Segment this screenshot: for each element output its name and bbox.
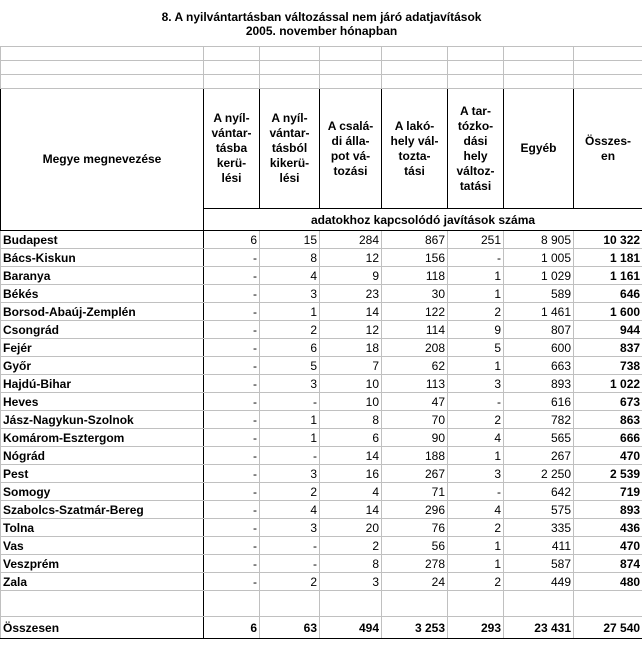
value-cell: - [204, 375, 260, 393]
value-cell: 1 [260, 303, 320, 321]
value-cell: 6 [204, 231, 260, 249]
total-cell: 673 [574, 393, 642, 411]
value-cell: 8 905 [504, 231, 574, 249]
value-cell: - [204, 555, 260, 573]
total-cell: 436 [574, 519, 642, 537]
value-cell: 782 [504, 411, 574, 429]
county-name: Békés [1, 285, 204, 303]
total-cell: 646 [574, 285, 642, 303]
value-cell: 62 [382, 357, 448, 375]
total-cell: 470 [574, 537, 642, 555]
county-name: Tolna [1, 519, 204, 537]
header-col-7: Összes- en [574, 89, 642, 209]
table-row [1, 429, 642, 447]
value-cell: - [204, 393, 260, 411]
value-cell: 267 [504, 447, 574, 465]
value-cell: 7 [320, 357, 382, 375]
value-cell: 1 [448, 357, 504, 375]
value-cell: - [204, 537, 260, 555]
header-col-5: A tar- tózko- dási hely változ- tatási [448, 89, 504, 209]
value-cell: 23 [320, 285, 382, 303]
value-cell: - [448, 393, 504, 411]
value-cell: 589 [504, 285, 574, 303]
table-row [1, 537, 642, 555]
blank-row [1, 591, 642, 617]
value-cell: 90 [382, 429, 448, 447]
total-cell: 10 322 [574, 231, 642, 249]
table-row [1, 285, 642, 303]
value-cell: 14 [320, 501, 382, 519]
table-row [1, 411, 642, 429]
value-cell: 867 [382, 231, 448, 249]
value-cell: 6 [320, 429, 382, 447]
value-cell: - [204, 285, 260, 303]
table-row [1, 303, 642, 321]
county-name: Nógrád [1, 447, 204, 465]
value-cell: 2 [320, 537, 382, 555]
value-cell: 449 [504, 573, 574, 591]
county-name: Pest [1, 465, 204, 483]
total-cell: 1 600 [574, 303, 642, 321]
value-cell: - [204, 357, 260, 375]
value-cell: 3 [448, 375, 504, 393]
county-name: Fejér [1, 339, 204, 357]
value-cell: 4 [448, 501, 504, 519]
table-row [1, 447, 642, 465]
value-cell: - [204, 573, 260, 591]
value-cell: 1 029 [504, 267, 574, 285]
value-cell: 63 [260, 617, 320, 639]
county-name: Heves [1, 393, 204, 411]
value-cell: - [204, 447, 260, 465]
value-cell: 2 [260, 321, 320, 339]
value-cell: 296 [382, 501, 448, 519]
value-cell: 6 [260, 339, 320, 357]
value-cell: 1 461 [504, 303, 574, 321]
value-cell: - [204, 483, 260, 501]
total-cell: 1 022 [574, 375, 642, 393]
value-cell: - [260, 537, 320, 555]
value-cell: - [448, 249, 504, 267]
value-cell: 5 [448, 339, 504, 357]
value-cell: 2 [448, 519, 504, 537]
value-cell: 1 [448, 285, 504, 303]
title-line-2: 2005. november hónapban [245, 23, 398, 38]
blank-row [1, 61, 642, 75]
value-cell: 587 [504, 555, 574, 573]
value-cell: - [204, 519, 260, 537]
value-cell: 20 [320, 519, 382, 537]
value-cell: 12 [320, 249, 382, 267]
value-cell: - [204, 465, 260, 483]
table-row [1, 465, 642, 483]
value-cell: 15 [260, 231, 320, 249]
value-cell: 1 [448, 267, 504, 285]
blank-row [1, 75, 642, 89]
total-cell: 666 [574, 429, 642, 447]
table-row [1, 231, 642, 249]
value-cell: 284 [320, 231, 382, 249]
header-col-2: A nyíl- vántar- tásból kikerü- lési [260, 89, 320, 209]
total-row [1, 617, 642, 639]
total-cell: 1 181 [574, 249, 642, 267]
value-cell: 2 [448, 411, 504, 429]
value-cell: 267 [382, 465, 448, 483]
header-col-3: A csalá- di álla- pot vá- tozási [320, 89, 382, 209]
value-cell: - [204, 411, 260, 429]
value-cell: - [260, 393, 320, 411]
value-cell: 4 [320, 483, 382, 501]
county-name: Zala [1, 573, 204, 591]
value-cell: 1 [260, 411, 320, 429]
table-row [1, 501, 642, 519]
value-cell: 1 [448, 447, 504, 465]
value-cell: 14 [320, 303, 382, 321]
county-name: Győr [1, 357, 204, 375]
value-cell: - [448, 483, 504, 501]
value-cell: 18 [320, 339, 382, 357]
table-row [1, 249, 642, 267]
value-cell: - [204, 429, 260, 447]
county-name: Hajdú-Bihar [1, 375, 204, 393]
value-cell: 9 [320, 267, 382, 285]
header-county: Megye megnevezése [1, 89, 204, 231]
value-cell: 47 [382, 393, 448, 411]
total-cell: 738 [574, 357, 642, 375]
value-cell: 8 [320, 555, 382, 573]
value-cell: 10 [320, 393, 382, 411]
value-cell: 2 [260, 483, 320, 501]
value-cell: 5 [260, 357, 320, 375]
value-cell: 2 [260, 573, 320, 591]
value-cell: 2 250 [504, 465, 574, 483]
value-cell: 4 [448, 429, 504, 447]
county-name: Komárom-Esztergom [1, 429, 204, 447]
value-cell: 293 [448, 617, 504, 639]
county-name: Baranya [1, 267, 204, 285]
value-cell: - [204, 249, 260, 267]
value-cell: 113 [382, 375, 448, 393]
total-cell: 863 [574, 411, 642, 429]
table-row [1, 573, 642, 591]
value-cell: 642 [504, 483, 574, 501]
value-cell: 3 [260, 465, 320, 483]
value-cell: 10 [320, 375, 382, 393]
table-row [1, 483, 642, 501]
county-name: Szabolcs-Szatmár-Bereg [1, 501, 204, 519]
county-name: Bács-Kiskun [1, 249, 204, 267]
table-row [1, 393, 642, 411]
value-cell: 600 [504, 339, 574, 357]
value-cell: 494 [320, 617, 382, 639]
value-cell: 565 [504, 429, 574, 447]
value-cell: 2 [448, 303, 504, 321]
value-cell: 208 [382, 339, 448, 357]
value-cell: 3 [260, 375, 320, 393]
county-name: Összesen [1, 617, 204, 639]
value-cell: 2 [448, 573, 504, 591]
value-cell: 188 [382, 447, 448, 465]
value-cell: 616 [504, 393, 574, 411]
value-cell: 893 [504, 375, 574, 393]
table-title [1, 1, 642, 47]
county-name: Jász-Nagykun-Szolnok [1, 411, 204, 429]
blank-row [1, 47, 642, 61]
value-cell: 23 431 [504, 617, 574, 639]
subheader: adatokhoz kapcsolódó javítások száma [204, 209, 642, 231]
value-cell: 9 [448, 321, 504, 339]
county-name: Csongrád [1, 321, 204, 339]
value-cell: 3 [320, 573, 382, 591]
county-name: Borsod-Abaúj-Zemplén [1, 303, 204, 321]
value-cell: 663 [504, 357, 574, 375]
county-name: Somogy [1, 483, 204, 501]
value-cell: 3 253 [382, 617, 448, 639]
value-cell: 6 [204, 617, 260, 639]
table-row [1, 339, 642, 357]
table-row [1, 555, 642, 573]
value-cell: 251 [448, 231, 504, 249]
value-cell: 76 [382, 519, 448, 537]
value-cell: - [260, 555, 320, 573]
total-cell: 27 540 [574, 617, 642, 639]
value-cell: 807 [504, 321, 574, 339]
value-cell: 14 [320, 447, 382, 465]
value-cell: 1 [260, 429, 320, 447]
title-line-1: 8. A nyilvántartásban változással nem járó adatjavítások [161, 9, 482, 24]
total-cell: 480 [574, 573, 642, 591]
value-cell: 114 [382, 321, 448, 339]
total-cell: 874 [574, 555, 642, 573]
table-row [1, 519, 642, 537]
value-cell: 575 [504, 501, 574, 519]
table-row [1, 321, 642, 339]
value-cell: 12 [320, 321, 382, 339]
value-cell: 1 [448, 555, 504, 573]
total-cell: 1 161 [574, 267, 642, 285]
header-row [1, 89, 642, 209]
value-cell: 16 [320, 465, 382, 483]
table-row [1, 375, 642, 393]
value-cell: 118 [382, 267, 448, 285]
county-name: Vas [1, 537, 204, 555]
total-cell: 719 [574, 483, 642, 501]
table-row [1, 267, 642, 285]
value-cell: 3 [260, 519, 320, 537]
header-col-4: A lakó- hely vál- tozta- tási [382, 89, 448, 209]
value-cell: 411 [504, 537, 574, 555]
header-col-1: A nyíl- vántar- tásba kerü- lési [204, 89, 260, 209]
value-cell: 8 [320, 411, 382, 429]
total-cell: 893 [574, 501, 642, 519]
table-row [1, 357, 642, 375]
county-name: Veszprém [1, 555, 204, 573]
county-name: Budapest [1, 231, 204, 249]
value-cell: 70 [382, 411, 448, 429]
value-cell: - [204, 321, 260, 339]
value-cell: 3 [260, 285, 320, 303]
value-cell: - [204, 303, 260, 321]
value-cell: 335 [504, 519, 574, 537]
total-cell: 2 539 [574, 465, 642, 483]
value-cell: 71 [382, 483, 448, 501]
value-cell: 56 [382, 537, 448, 555]
value-cell: 4 [260, 501, 320, 519]
value-cell: 8 [260, 249, 320, 267]
value-cell: 3 [448, 465, 504, 483]
value-cell: 1 005 [504, 249, 574, 267]
value-cell: 278 [382, 555, 448, 573]
value-cell: - [260, 447, 320, 465]
total-cell: 470 [574, 447, 642, 465]
value-cell: - [204, 339, 260, 357]
total-cell: 837 [574, 339, 642, 357]
value-cell: 4 [260, 267, 320, 285]
value-cell: - [204, 267, 260, 285]
value-cell: - [204, 501, 260, 519]
header-col-6: Egyéb [504, 89, 574, 209]
value-cell: 30 [382, 285, 448, 303]
value-cell: 122 [382, 303, 448, 321]
value-cell: 1 [448, 537, 504, 555]
value-cell: 24 [382, 573, 448, 591]
total-cell: 944 [574, 321, 642, 339]
value-cell: 156 [382, 249, 448, 267]
